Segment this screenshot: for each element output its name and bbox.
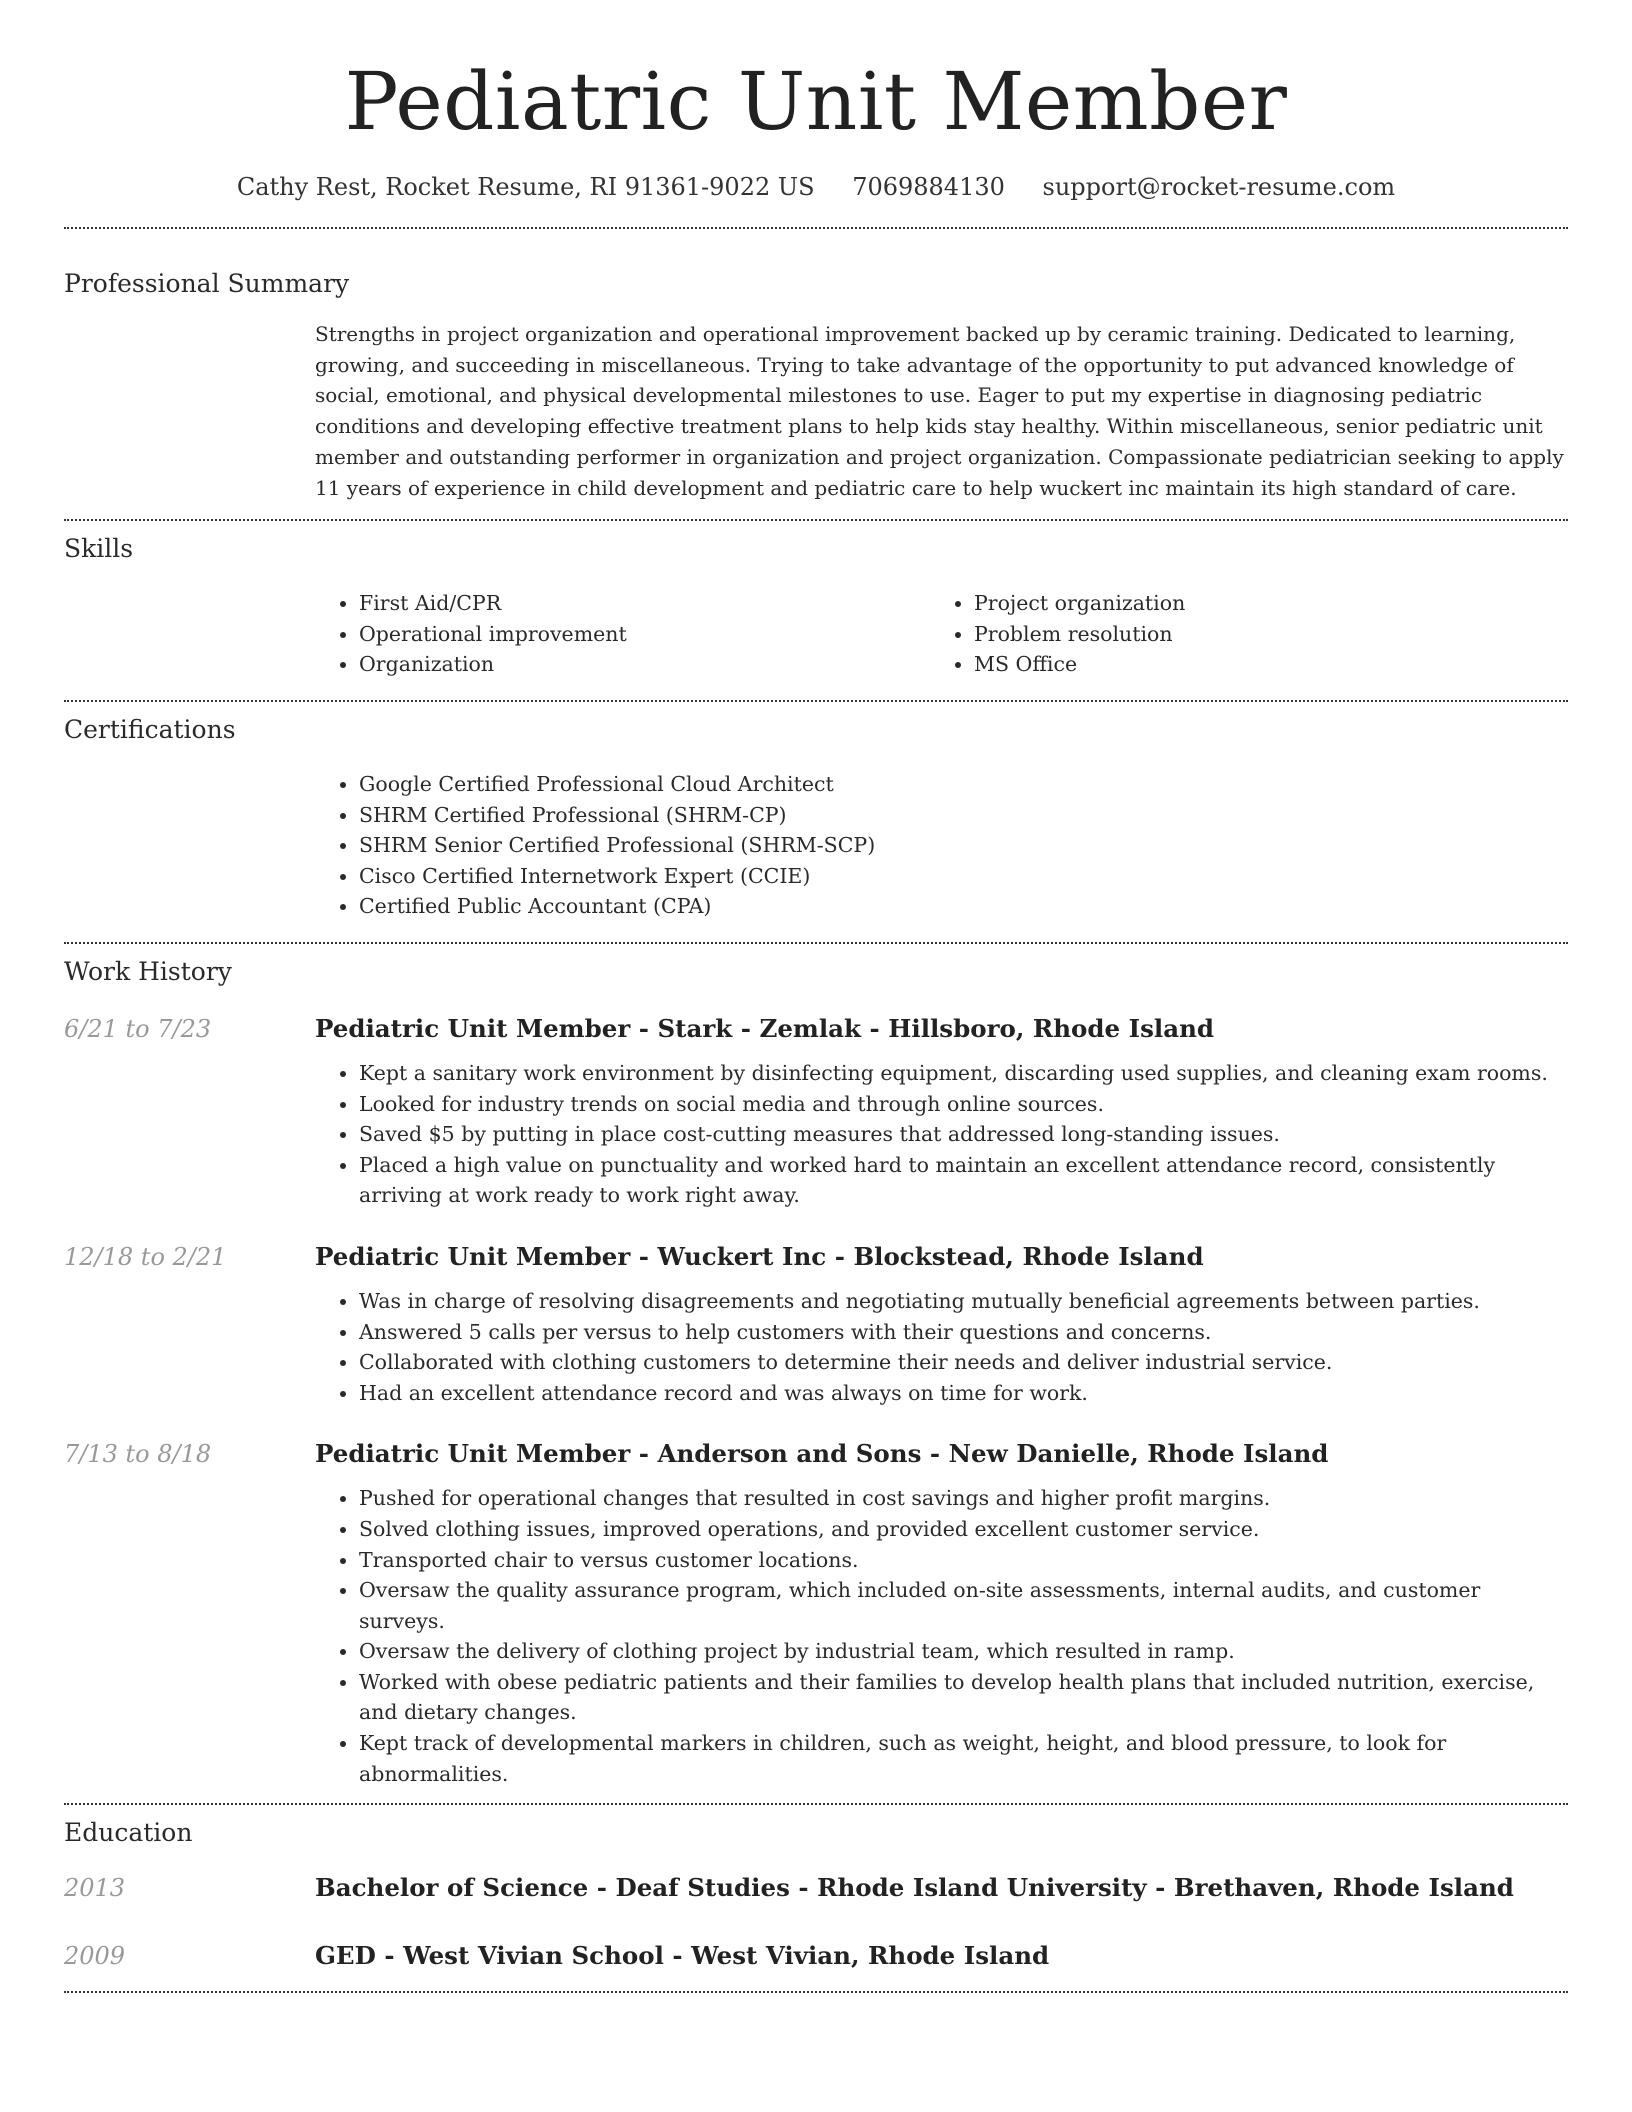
- education-entry: [64, 1870, 1568, 1906]
- contact-phone: 7069884130: [852, 173, 1005, 201]
- job-bullets: [315, 1058, 1568, 1211]
- divider: [64, 700, 1568, 702]
- work-history-section: [64, 955, 1568, 1789]
- skills-section: [64, 532, 1568, 680]
- contact-email: support@rocket-resume.com: [1042, 173, 1396, 201]
- education-entry: [64, 1938, 1568, 1974]
- divider: [64, 227, 1568, 229]
- job-bullets: [315, 1483, 1568, 1789]
- job-bullet: • Worked with obese pediatric patients and their families to develop health plans that included nutrition, exercise, and dietary changes.: [359, 1667, 1568, 1728]
- job-bullet: • Looked for industry trends on social media and through online sources.: [359, 1089, 1568, 1120]
- certification-item: • Google Certified Professional Cloud Architect: [359, 769, 1568, 800]
- skill-item: • Operational improvement: [359, 619, 930, 650]
- job-bullet: • Had an excellent attendance record and was always on time for work.: [359, 1378, 1568, 1409]
- contact-line: [64, 170, 1568, 204]
- job-bullet: • Oversaw the delivery of clothing project by industrial team, which resulted in ramp.: [359, 1636, 1568, 1667]
- summary-text: Strengths in project organization and operational improvement backed up by ceramic training. Dedicated to learning, growing, and succeeding in miscellaneous. Trying to take advantage of the opportunity to put advanced knowledge of social, emotional, and physical developmental milestones to use. Eager to put my expertise in diagnosing pediatric conditions and developing effective treatment plans to help kids stay healthy. Within miscellaneous, senior pediatric unit member and outstanding performer in organization and project organization. Compassionate pediatrician seeking to apply 11 years of experience in child development and pediatric care to help wuckert inc maintain its high standard of care.: [315, 322, 1564, 500]
- job-title: Pediatric Unit Member - Stark - Zemlak - Hillsboro, Rhode Island: [315, 1013, 1215, 1043]
- job-dates: 6/21 to 7/23: [64, 1014, 212, 1043]
- education-title: Bachelor of Science - Deaf Studies - Rhode Island University - Brethaven, Rhode Island: [315, 1873, 1514, 1903]
- summary-section: [64, 267, 1568, 503]
- resume-title: Pediatric Unit Member: [344, 55, 1288, 148]
- job-bullet: • Was in charge of resolving disagreements and negotiating mutually beneficial agreements between parties.: [359, 1286, 1568, 1317]
- education-year: 2009: [64, 1942, 126, 1971]
- certification-item: • Cisco Certified Internetwork Expert (CCIE): [359, 861, 1568, 892]
- divider: [64, 1991, 1568, 1993]
- certification-item: • SHRM Certified Professional (SHRM-CP): [359, 800, 1568, 831]
- job-bullet: • Kept track of developmental markers in children, such as weight, height, and blood pressure, to look for abnormalities.: [359, 1728, 1568, 1789]
- resume-page: [64, 0, 1568, 1993]
- divider: [64, 519, 1568, 521]
- job-bullet: • Collaborated with clothing customers to determine their needs and deliver industrial service.: [359, 1347, 1568, 1378]
- certification-item: • Certified Public Accountant (CPA): [359, 891, 1568, 922]
- job-bullet: • Transported chair to versus customer locations.: [359, 1545, 1568, 1576]
- skills-heading: Skills: [64, 534, 134, 564]
- education-heading: Education: [64, 1818, 193, 1848]
- skill-item: • Problem resolution: [974, 619, 1545, 650]
- skill-item: • Project organization: [974, 588, 1545, 619]
- job-bullet: • Kept a sanitary work environment by disinfecting equipment, discarding used supplies, and cleaning exam rooms.: [359, 1058, 1568, 1089]
- skills-list-left: [315, 588, 930, 680]
- job-entry: [64, 1239, 1568, 1408]
- certification-item: • SHRM Senior Certified Professional (SHRM-SCP): [359, 830, 1568, 861]
- job-bullet: • Oversaw the quality assurance program, which included on-site assessments, internal audits, and customer surveys.: [359, 1575, 1568, 1636]
- contact-address: Cathy Rest, Rocket Resume, RI 91361-9022 US: [236, 173, 815, 201]
- job-bullet: • Pushed for operational changes that resulted in cost savings and higher profit margins.: [359, 1483, 1568, 1514]
- education-year: 2013: [64, 1874, 126, 1903]
- certifications-section: [64, 713, 1568, 922]
- job-entry: [64, 1436, 1568, 1789]
- job-title: Pediatric Unit Member - Wuckert Inc - Blockstead, Rhode Island: [315, 1241, 1204, 1271]
- certifications-list: [315, 769, 1568, 922]
- skill-item: • First Aid/CPR: [359, 588, 930, 619]
- education-section: [64, 1816, 1568, 1974]
- education-title: GED - West Vivian School - West Vivian, Rhode Island: [315, 1941, 1050, 1971]
- divider: [64, 942, 1568, 944]
- job-bullet: • Answered 5 calls per versus to help customers with their questions and concerns.: [359, 1317, 1568, 1348]
- skill-item: • MS Office: [974, 649, 1545, 680]
- job-dates: 12/18 to 2/21: [64, 1242, 227, 1271]
- summary-heading: Professional Summary: [64, 269, 350, 298]
- job-dates: 7/13 to 8/18: [64, 1440, 212, 1469]
- divider: [64, 1803, 1568, 1805]
- skill-item: • Organization: [359, 649, 930, 680]
- certifications-heading: Certifications: [64, 715, 236, 744]
- work-history-heading: Work History: [64, 956, 232, 986]
- job-bullet: • Saved $5 by putting in place cost-cutting measures that addressed long-standing issues.: [359, 1119, 1568, 1150]
- job-bullet: • Solved clothing issues, improved operations, and provided excellent customer service.: [359, 1514, 1568, 1545]
- skills-list-right: [930, 588, 1545, 680]
- job-entry: [64, 1011, 1568, 1211]
- job-bullet: • Placed a high value on punctuality and worked hard to maintain an excellent attendance record, consistently arriving at work ready to work right away.: [359, 1150, 1568, 1211]
- job-title: Pediatric Unit Member - Anderson and Sons - New Danielle, Rhode Island: [315, 1439, 1329, 1469]
- job-bullets: [315, 1286, 1568, 1408]
